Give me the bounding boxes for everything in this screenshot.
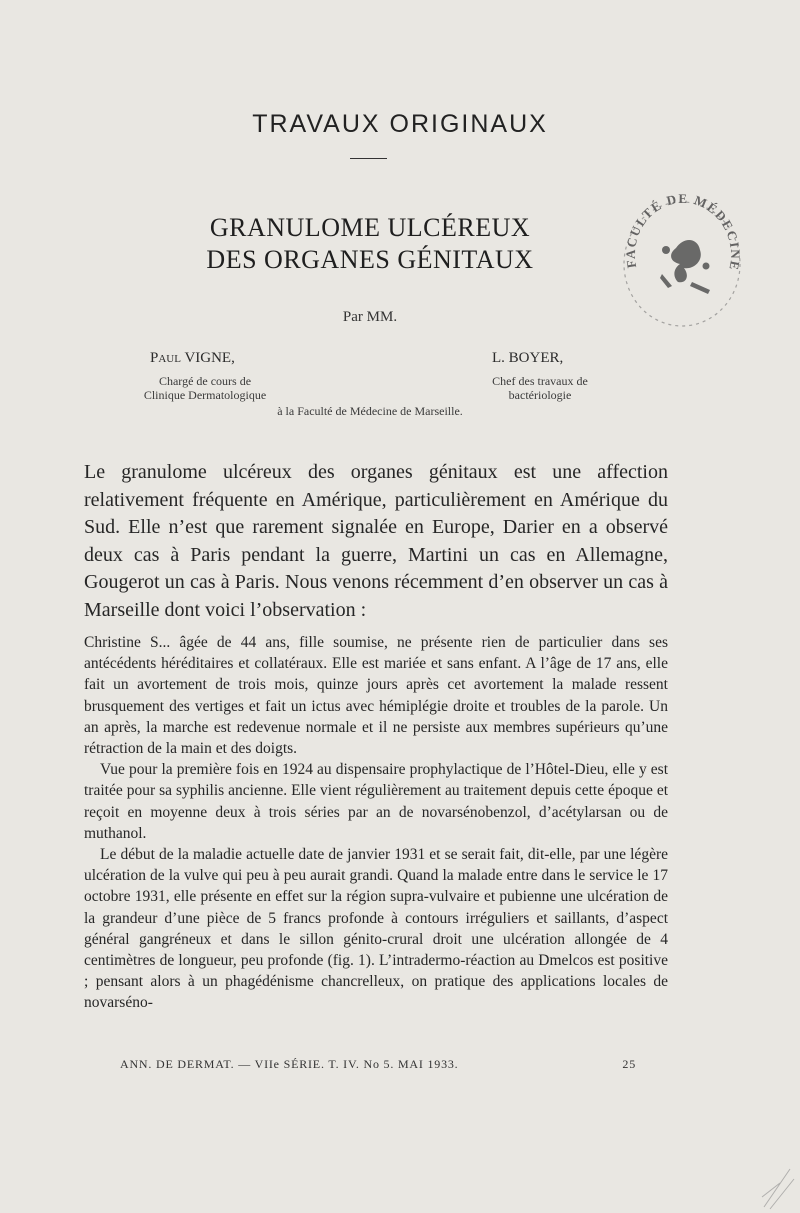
institution: à la Faculté de Médecine de Marseille. [277,404,463,418]
svg-text:FACULTÉ DE MÉDECINE DE PARIS: FACULTÉ DE MÉDECINE [622,190,744,273]
author-affiliation-boyer [455,374,625,402]
title-line-1: GRANULOME ULCÉREUX [209,213,531,242]
affiliation-line: bactériologie [508,388,572,402]
stamp-seal-icon [614,178,746,328]
library-stamp [614,178,746,328]
affiliation-line: Chargé de cours de [158,374,252,388]
title-divider [350,158,387,159]
author-first-name: L. [492,350,505,366]
affiliation-line: Clinique Dermatologique [143,388,267,402]
author-last-name: VIGNE, [184,350,235,366]
page-corner-mark [760,1163,796,1211]
author-affiliation-vigne [115,374,295,402]
title-line-2: DES ORGANES GÉNITAUX [206,245,534,274]
author-name-boyer [492,350,563,367]
body-paragraph: Vue pour la première fois en 1924 au dispensaire prophylactique de l’Hôtel-Dieu, elle y est traitée pour sa syphilis ancienne. Elle vient régulièrement au traitement depuis cette époque et reçoit en moyenne deux à trois séries par an de novarsénobenzol, d’acétylarsan ou de muthanol. [84,761,668,842]
intro-paragraph: Le granulome ulcéreux des organes génitaux est une affection relativement fréquente en Amérique, particulièrement en Amérique du Sud. Elle n’est que rarement signalée en Europe, Darier en a observé deux cas à Paris pendant la guerre, Martini un cas en Allemagne, Gougerot un cas à Paris. Nous venons récemment d’en observer un cas à Marseille dont voici l’observation : [84,461,668,621]
byline: Par MM. [342,309,398,325]
page-number: 25 [622,1057,636,1071]
journal-reference: ANN. DE DERMAT. — VIIe SÉRIE. T. IV. No 5. MAI 1933. [120,1057,459,1071]
body-paragraph: Le début de la maladie actuelle date de janvier 1931 et se serait fait, dit-elle, par une légère ulcération de la vulve qui peu à peu aurait grandi. Quand la malade entre dans le service le 17 octobre 1931, elle présente en effet sur la région supra-vulvaire et pubienne une ulcération de la grandeur d’une pièce de 5 francs profonde à contours irréguliers et saillants, d’aspect général gangréneux et dans le sillon génito-crural droit une ulcération allongée de 4 centimètres de longueur, peu profonde (fig. 1). L’intradermo-réaction au Dmelcos est positive ; pensant alors à un phagédénisme chancrelleux, on pratique des applications locales de novarséno- [84,846,668,1012]
section-label: TRAVAUX ORIGINAUX [252,110,548,138]
author-name-vigne [150,350,235,367]
case-report-body [84,632,668,1014]
body-paragraph: Christine S... âgée de 44 ans, fille soumise, ne présente rien de particulier dans ses antécédents héréditaires et collatéraux. Elle est mariée et sans enfant. A l’âge de 17 ans, elle fait un avortement de trois mois, quinze jours après cet avortement la malade ressent brusquement des vertiges et fait un ictus avec hémiplégie droite et troubles de la parole. Un an après, la marche est redevenue normale et il ne persiste aux membres supérieurs qu’une rétraction de la main et des doigts. [84,634,668,758]
author-first-name: Paul [150,350,181,366]
affiliation-line: Chef des travaux de [492,374,588,388]
author-last-name: BOYER, [508,350,564,366]
